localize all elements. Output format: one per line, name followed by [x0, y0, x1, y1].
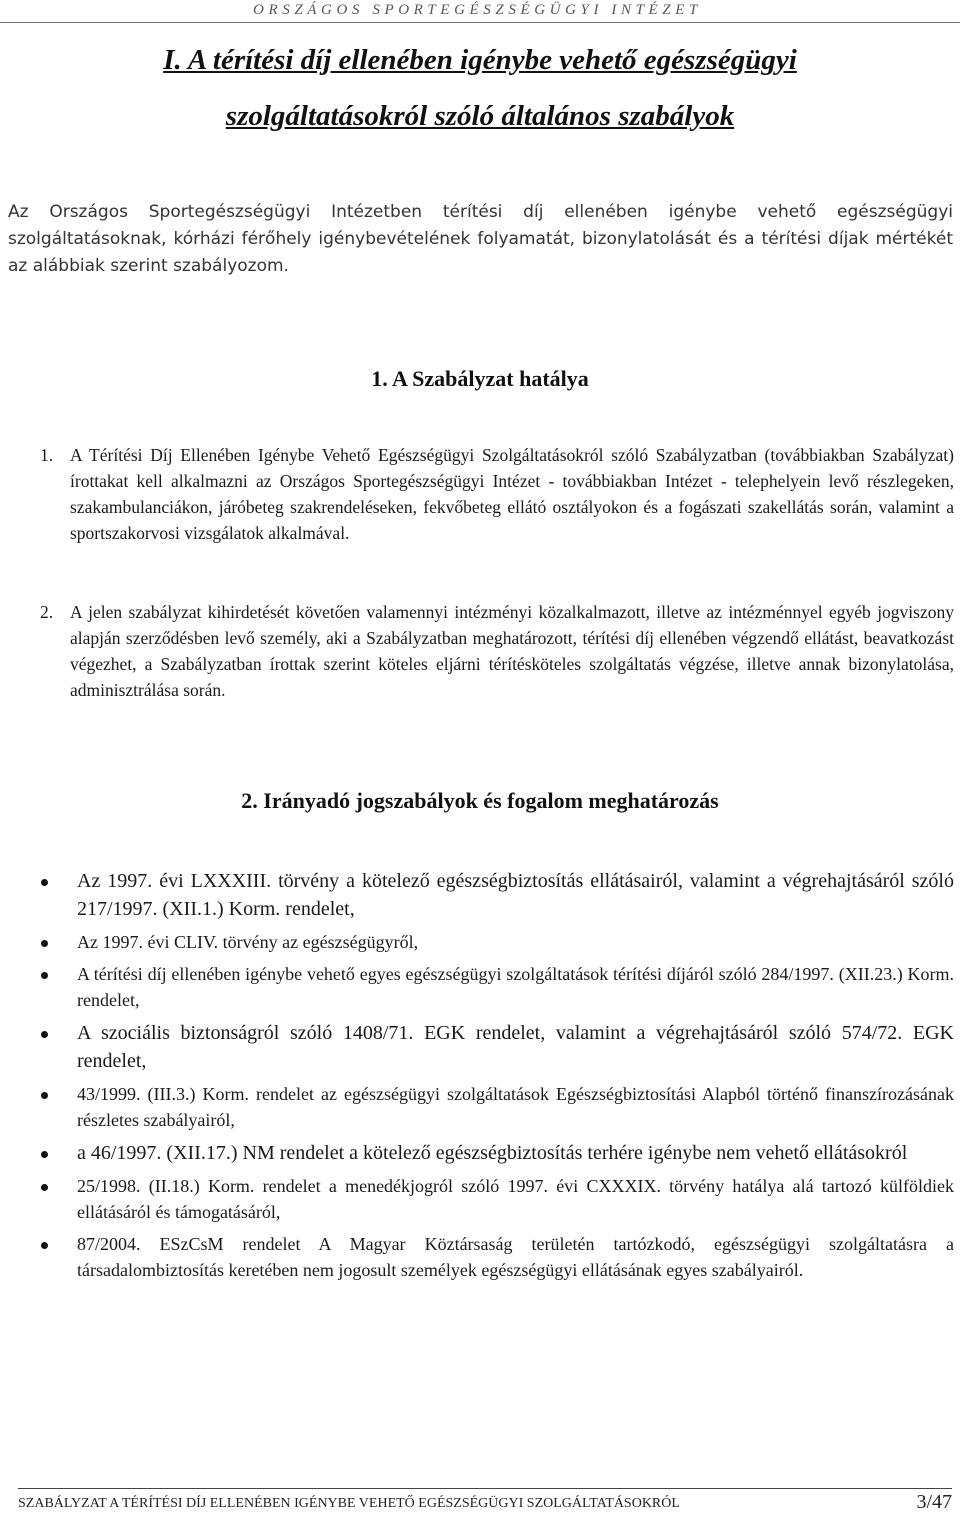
list-item: [0, 867, 954, 923]
page-number: 3/47: [916, 1491, 952, 1513]
list-item: [0, 1081, 954, 1133]
list-item: [0, 961, 954, 1013]
paragraph-number: 1.: [40, 445, 54, 465]
bullet-icon: [41, 879, 48, 886]
intro-paragraph: Az Országos Sportegészségügyi Intézetben térítési díj ellenében igénybe vehető egészségügyi szolgáltatásoknak, kórházi férőhely igénybevételének folyamatát, bizonylatolását és a térítési díjak mértékét az alábbiak szerint szabályozom.: [8, 202, 953, 276]
list-item-text: Az 1997. évi CLIV. törvény az egészségügyről,: [77, 932, 419, 952]
list-item: [0, 1231, 954, 1283]
document-title: [0, 32, 960, 144]
header-rule: [0, 22, 960, 23]
title-line-1: I. A térítési díj ellenében igénybe vehető egészségügyi: [163, 44, 797, 76]
list-item-text: 87/2004. ESzCsM rendelet A Magyar Köztársaság területén tartózkodó, egészségügyi szolgáltatásra a társadalombiztosítás keretében nem jogosult személyek egészségügyi ellátásának egyes szabályairól.: [77, 1234, 954, 1280]
list-item-text: Az 1997. évi LXXXIII. törvény a kötelező egészségbiztosítás ellátásairól, valamint a végrehajtásáról szóló 217/1997. (XII.1.) Korm. rendelet,: [77, 870, 954, 920]
section-2-heading: 2. Irányadó jogszabályok és fogalom meghatározás: [241, 788, 719, 813]
section-1-paragraph-2: [40, 599, 954, 703]
list-item-text: a 46/1997. (XII.17.) NM rendelet a kötelező egészségbiztosítás terhére igénybe nem vehető ellátásokról: [77, 1142, 908, 1164]
bullet-icon: [41, 1242, 48, 1249]
running-footer: SZABÁLYZAT A TÉRÍTÉSI DÍJ ELLENÉBEN IGÉNYBE VEHETŐ EGÉSZSÉGÜGYI SZOLGÁLTATÁSOKRÓL: [18, 1496, 680, 1511]
list-item-text: A térítési díj ellenében igénybe vehető egyes egészségügyi szolgáltatások térítési díjáról szóló 284/1997. (XII.23.) Korm. rendelet,: [77, 964, 954, 1010]
list-item: [0, 1173, 954, 1225]
running-header: ORSZÁGOS SPORTEGÉSZSÉGÜGYI INTÉZET: [253, 2, 702, 18]
bullet-icon: [41, 1184, 48, 1191]
bullet-icon: [41, 1031, 48, 1038]
list-item-text: 25/1998. (II.18.) Korm. rendelet a menedékjogról szóló 1997. évi CXXXIX. törvény hatálya alá tartozó külföldiek ellátásáról és támogatásáról,: [77, 1176, 954, 1222]
paragraph-number: 2.: [40, 602, 54, 622]
bullet-icon: [41, 1151, 48, 1158]
section-1-paragraph-1: [40, 442, 954, 546]
legislation-list: [0, 867, 954, 1289]
bullet-icon: [41, 1092, 48, 1099]
section-1-heading: 1. A Szabályzat hatálya: [371, 366, 589, 391]
footer-rule: [18, 1488, 952, 1489]
list-item: [0, 929, 954, 955]
paragraph-text: A jelen szabályzat kihirdetését követően valamennyi intézményi közalkalmazott, illetve az intézménnyel egyéb jogviszony alapján szerződésben levő személy, aki a Szabályzatban meghatározott, térítési díj ellenében végzendő ellátást, beavatkozást végezhet, a Szabályzatban írottak szerint köteles eljárni térítésköteles szolgáltatás végzése, illetve annak bizonylatolása, adminisztrálása során.: [70, 602, 954, 700]
list-item: [0, 1019, 954, 1075]
bullet-icon: [41, 940, 48, 947]
title-line-2: szolgáltatásokról szóló általános szabályok: [225, 100, 735, 132]
paragraph-text: A Térítési Díj Ellenében Igénybe Vehető Egészségügyi Szolgáltatásokról szóló Szabályzatban (továbbiakban Szabályzat) írottakat kell alkalmazni az Országos Sportegészségügyi Intézet - továbbiakban Intézet - telephelyein levő részlegeken, szakambulanciákon, járóbeteg szakrendeléseken, fekvőbeteg ellátó osztályokon és a fogászati szakellátás során, valamint a sportszakorvosi vizsgálatok alkalmával.: [70, 445, 954, 543]
bullet-icon: [41, 972, 48, 979]
list-item-text: 43/1999. (III.3.) Korm. rendelet az egészségügyi szolgáltatások Egészségbiztosítási Alapból történő finanszírozásának részletes szabályairól,: [77, 1084, 954, 1130]
list-item-text: A szociális biztonságról szóló 1408/71. EGK rendelet, valamint a végrehajtásáról szóló 574/72. EGK rendelet,: [77, 1022, 954, 1072]
list-item: [0, 1139, 954, 1167]
